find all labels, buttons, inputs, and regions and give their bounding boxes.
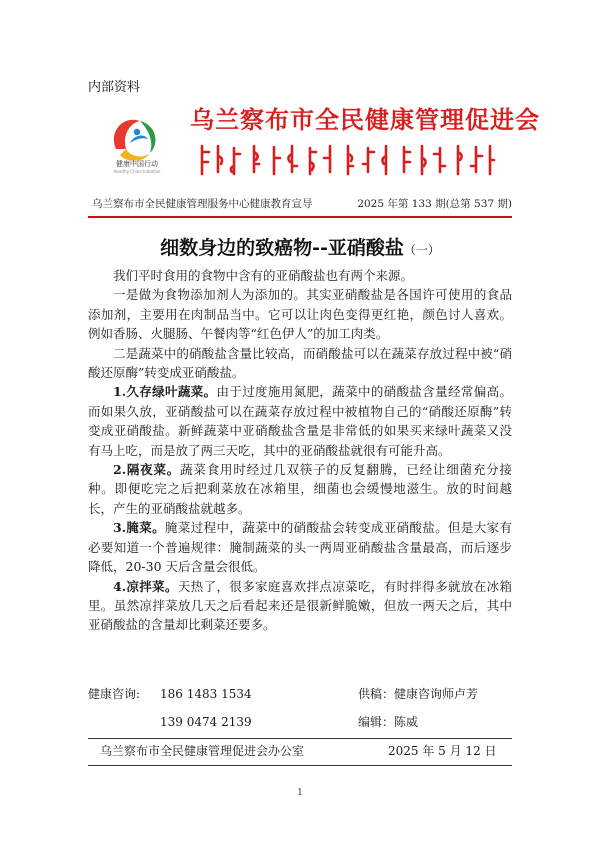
footer-divider-top: [88, 738, 512, 739]
issue-meta-line: [92, 196, 512, 211]
logo-caption: [99, 159, 175, 174]
paragraph-intro: 我们平时食用的食物中含有的亚硝酸盐也有两个来源。: [113, 268, 414, 283]
article-title-text: 细数身边的致癌物--亚硝酸盐: [160, 237, 404, 259]
item-text: 腌菜过程中，蔬菜中的硝酸盐会转变成亚硝酸盐。但是大家有必要知道一个普遍规律：腌制蔬菜的头一两周亚硝酸盐含量最高，而后逐步降低，20-30 天后含量会很低。: [88, 520, 512, 575]
item-heading: 4.凉拌菜。: [113, 578, 178, 594]
logo-caption-en: Healthy China Initiative: [113, 169, 161, 174]
footer-date: 2025 年 5 月 12 日: [388, 744, 497, 758]
footer-office: 乌兰察布市全民健康管理促进会办公室: [100, 744, 305, 758]
article-title-suffix: （一）: [403, 243, 440, 257]
org-title: 乌兰察布市全民健康管理促进会: [190, 106, 540, 134]
contact-row: [88, 680, 512, 708]
meta-publisher: 乌兰察布市全民健康管理服务中心健康教育宣导: [92, 198, 313, 210]
contact-block: [88, 680, 512, 736]
paragraph-source-one: 一是做为食物添加剂人为添加的。其实亚硝酸盐是各国许可使用的食品添加剂，主要用在肉制品当中。它可以让肉色变得更红艳，颜色讨人喜欢。例如香肠、火腿肠、午餐肉等“红色伊人”的加工肉类。: [88, 287, 512, 342]
page-number: 1: [297, 788, 303, 798]
item-heading: 1.久存绿叶蔬菜。: [113, 384, 217, 400]
footer-divider-bottom: [88, 765, 512, 766]
item-text: 由于过度施用氮肥，蔬菜中的硝酸盐含量经常偏高。而如果久放，亚硝酸盐可以在蔬菜存放过程中被植物自己的“硝酸还原酶”转变成亚硝酸盐。新鲜蔬菜中亚硝酸盐含量是非常低的如果买来绿叶蔬菜又没有马上吃，而是放了两三天吃，其中的亚硝酸盐就很有可能升高。: [88, 384, 512, 458]
paragraph-source-two: 二是蔬菜中的硝酸盐含量比较高，而硝酸盐可以在蔬菜存放过程中被“硝酸还原酶”转变成亚硝酸盐。: [88, 345, 512, 381]
list-item-leftovers: [88, 460, 512, 518]
article-title: [88, 233, 512, 260]
list-item-cold-dishes: [88, 577, 512, 635]
phone-number: 139 0474 2139: [160, 715, 252, 729]
article-body: [88, 266, 512, 635]
editor-credit: 编辑：陈威: [358, 715, 419, 729]
internal-label: 内部资料: [88, 80, 141, 95]
item-text: 蔬菜食用时经过几双筷子的反复翻腾，已经让细菌充分接种。即便吃完之后把剩菜放在冰箱里，细菌也会缓慢地滋生。放的时间越长，产生的亚硝酸盐就越多。: [88, 462, 512, 516]
item-text: 天热了，很多家庭喜欢拌点凉菜吃，有时拌得多就放在冰箱里。虽然凉拌菜放几天之后看起来还是很新鲜脆嫩，但放一两天之后，其中亚硝酸盐的含量却比剩菜还要多。: [88, 578, 512, 633]
list-item-stored-greens: [88, 382, 512, 460]
item-heading: 2.隔夜菜。: [113, 462, 181, 478]
header-divider: [88, 216, 512, 218]
mongolian-script-title: [196, 142, 496, 178]
contact-label: 健康咨询:: [88, 687, 141, 701]
phone-number: 186 1483 1534: [160, 687, 252, 701]
supplier-credit: 供稿：健康咨询师卢芳: [358, 687, 479, 701]
list-item-pickles: [88, 518, 512, 576]
meta-issue-number: 2025 年第 133 期(总第 537 期): [357, 198, 512, 210]
item-heading: 3.腌菜。: [113, 520, 166, 536]
logo-caption-text: 健康中国行动: [116, 160, 158, 168]
contact-row: [88, 708, 512, 736]
